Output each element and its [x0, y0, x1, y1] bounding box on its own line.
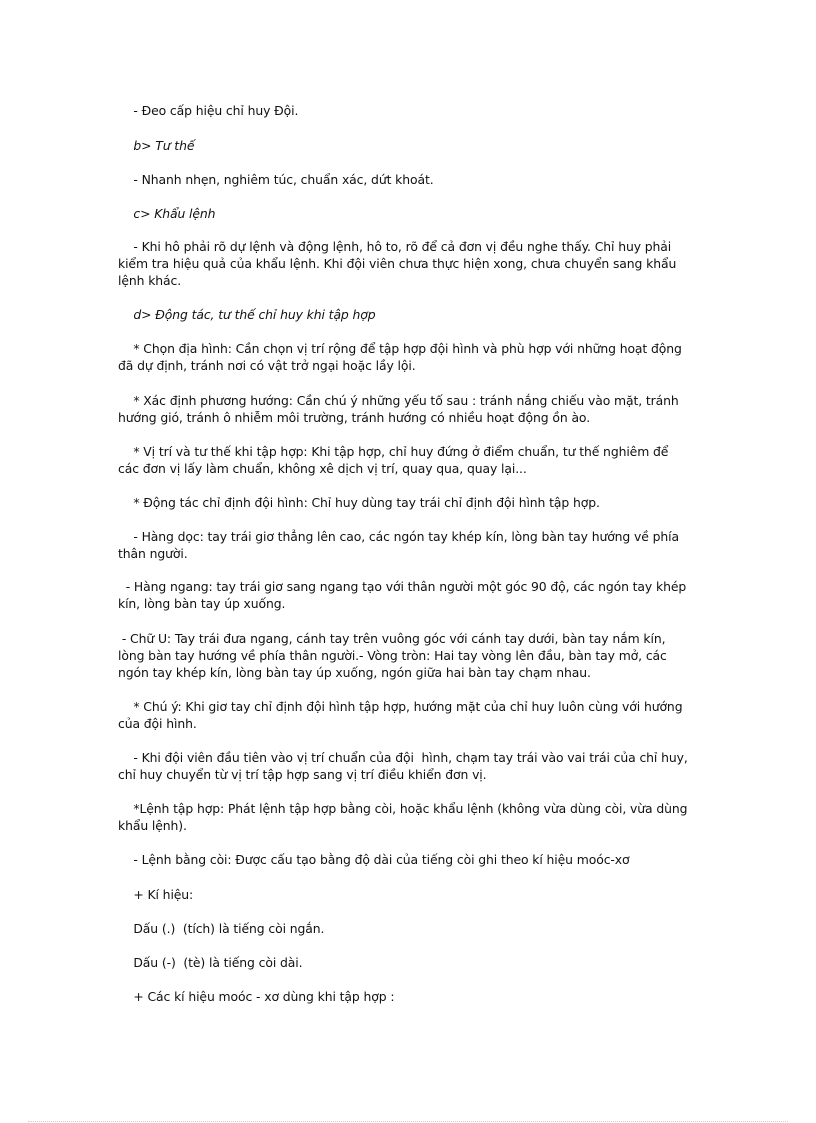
paragraph	[118, 306, 698, 323]
paragraph	[118, 102, 698, 119]
paragraph-line: lòng bàn tay hướng về phía thân người.- Vòng tròn: Hai tay vòng lên đầu, bàn tay mở, các	[118, 648, 667, 663]
paragraph	[118, 578, 698, 612]
paragraph	[118, 205, 698, 222]
paragraph	[118, 886, 698, 903]
paragraph-line: + Các kí hiệu moóc - xơ dùng khi tập hợp :	[118, 989, 395, 1004]
paragraph	[118, 954, 698, 971]
paragraph	[118, 494, 698, 511]
paragraph-line: - Hàng dọc: tay trái giơ thẳng lên cao, các ngón tay khép kín, lòng bàn tay hướng về phía	[118, 529, 679, 544]
paragraph	[118, 920, 698, 937]
paragraph-line: * Chú ý: Khi giơ tay chỉ định đội hình tập hợp, hướng mặt của chỉ huy luôn cùng với hướng	[118, 699, 683, 714]
paragraph-line: + Kí hiệu:	[118, 887, 194, 902]
paragraph-line: ngón tay khép kín, lòng bàn tay úp xuống, ngón giữa hai bàn tay chạm nhau.	[118, 665, 591, 680]
paragraph-line: b> Tư thế	[118, 138, 195, 153]
paragraph-line: kín, lòng bàn tay úp xuống.	[118, 596, 286, 611]
paragraph-line: đã dự định, tránh nơi có vật trở ngại hoặc lầy lội.	[118, 358, 416, 373]
paragraph-line: các đơn vị lấy làm chuẩn, không xê dịch vị trí, quay qua, quay lại...	[118, 461, 527, 476]
paragraph	[118, 800, 698, 834]
paragraph-line: c> Khẩu lệnh	[118, 206, 216, 221]
paragraph-line: * Vị trí và tư thế khi tập hợp: Khi tập hợp, chỉ huy đứng ở điểm chuẩn, tư thế nghiêm để	[118, 444, 669, 459]
paragraph	[118, 988, 698, 1005]
paragraph-line: khẩu lệnh).	[118, 818, 187, 833]
page-bottom-divider	[28, 1121, 788, 1122]
paragraph	[118, 851, 698, 868]
paragraph-line: chỉ huy chuyển từ vị trí tập hợp sang vị trí điều khiển đơn vị.	[118, 767, 487, 782]
paragraph-line: - Khi đội viên đầu tiên vào vị trí chuẩn của đội hình, chạm tay trái vào vai trái của chỉ huy,	[118, 750, 688, 765]
paragraph-line: d> Động tác, tư thế chỉ huy khi tập hợp	[118, 307, 376, 322]
paragraph-line: kiểm tra hiệu quả của khẩu lệnh. Khi đội viên chưa thực hiện xong, chưa chuyển sang khẩu	[118, 256, 677, 271]
paragraph	[118, 528, 698, 562]
paragraph	[118, 443, 698, 477]
paragraph	[118, 630, 698, 681]
paragraph-line: - Nhanh nhẹn, nghiêm túc, chuẩn xác, dứt khoát.	[118, 172, 434, 187]
paragraph-line: - Hàng ngang: tay trái giơ sang ngang tạo với thân người một góc 90 độ, các ngón tay khép	[118, 579, 687, 594]
paragraph	[118, 698, 698, 732]
paragraph-line: của đội hình.	[118, 716, 197, 731]
paragraph-line: * Chọn địa hình: Cần chọn vị trí rộng để tập hợp đội hình và phù hợp với những hoạt động	[118, 341, 682, 356]
paragraph	[118, 392, 698, 426]
paragraph-line: - Chữ U: Tay trái đưa ngang, cánh tay trên vuông góc với cánh tay dưới, bàn tay nắm kín,	[118, 631, 666, 646]
paragraph	[118, 137, 698, 154]
paragraph-line: hướng gió, tránh ô nhiễm môi trường, tránh hướng có nhiều hoạt động ồn ào.	[118, 410, 591, 425]
paragraph	[118, 340, 698, 374]
paragraph-line: lệnh khác.	[118, 273, 182, 288]
paragraph-line: - Đeo cấp hiệu chỉ huy Đội.	[118, 103, 299, 118]
paragraph-line: Dấu (.) (tích) là tiếng còi ngắn.	[118, 921, 325, 936]
paragraph	[118, 238, 698, 289]
paragraph-line: thân người.	[118, 546, 188, 561]
paragraph-line: *Lệnh tập hợp: Phát lệnh tập hợp bằng còi, hoặc khẩu lệnh (không vừa dùng còi, vừa dùng	[118, 801, 688, 816]
paragraph	[118, 171, 698, 188]
paragraph-line: * Động tác chỉ định đội hình: Chỉ huy dùng tay trái chỉ định đội hình tập hợp.	[118, 495, 600, 510]
paragraph	[118, 749, 698, 783]
paragraph-line: Dấu (-) (tè) là tiếng còi dài.	[118, 955, 303, 970]
paragraph-line: * Xác định phương hướng: Cần chú ý những yếu tố sau : tránh nắng chiếu vào mặt, tránh	[118, 393, 679, 408]
paragraph-line: - Lệnh bằng còi: Được cấu tạo bằng độ dài của tiếng còi ghi theo kí hiệu moóc-xơ	[118, 852, 630, 867]
paragraph-line: - Khi hô phải rõ dự lệnh và động lệnh, hô to, rõ để cả đơn vị đều nghe thấy. Chỉ huy phải	[118, 239, 672, 254]
